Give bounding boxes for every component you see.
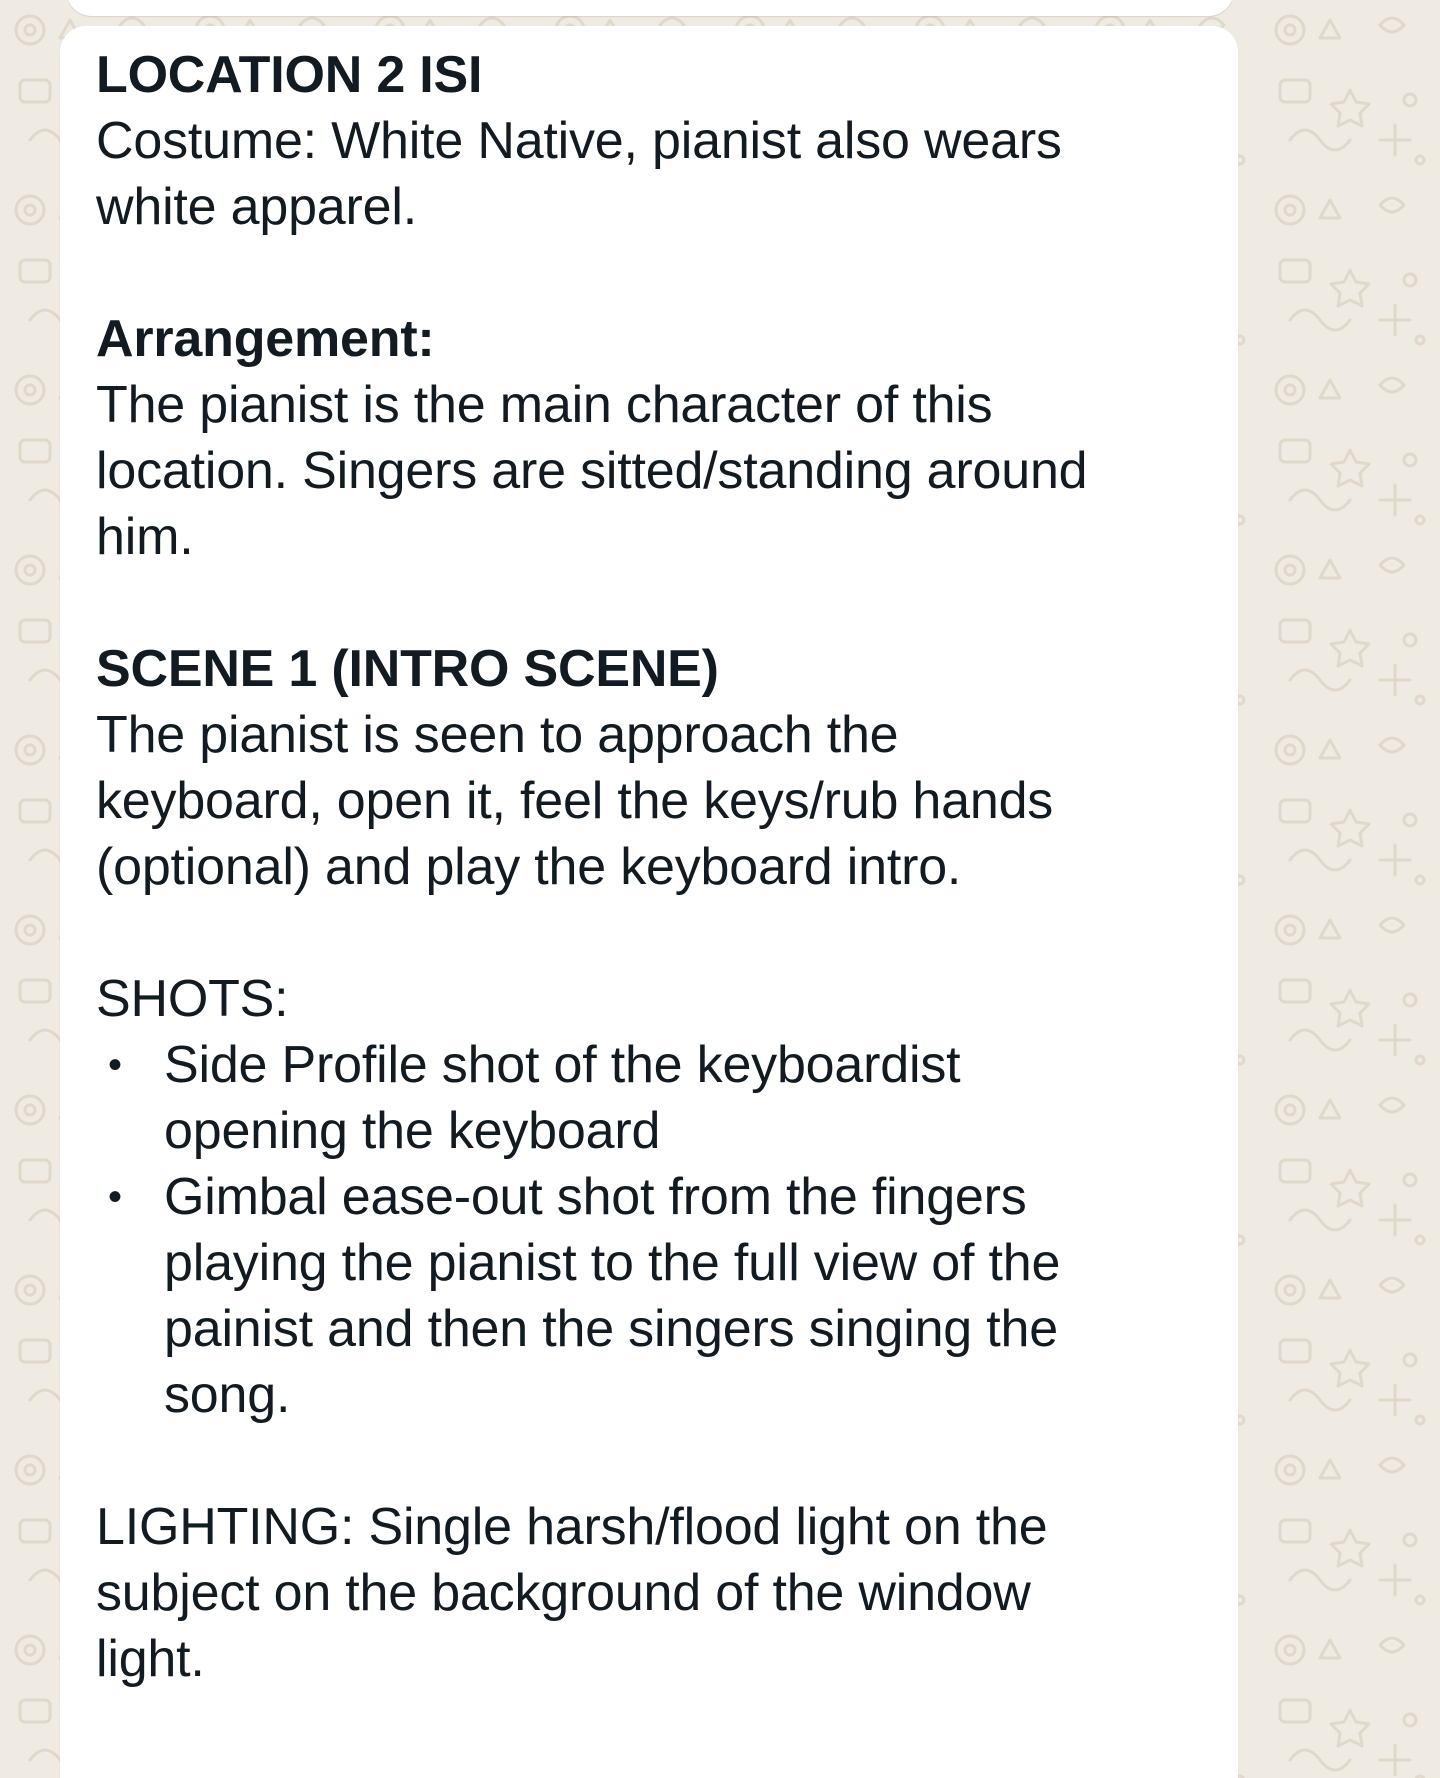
lighting-line: LIGHTING: Single harsh/flood light on the (96, 1498, 1048, 1556)
bullet-icon: • (108, 1175, 122, 1219)
costume-line: Costume: White Native, pianist also wears (96, 112, 1062, 170)
costume-line: white apparel. (96, 178, 417, 236)
previous-message-bubble[interactable] (66, 0, 1234, 16)
arrangement-line: location. Singers are sitted/standing around (96, 442, 1088, 500)
location-title: LOCATION 2 ISI (96, 46, 483, 104)
arrangement-line: him. (96, 508, 194, 566)
shots-heading: SHOTS: (96, 970, 289, 1028)
list-item (96, 1164, 1216, 1428)
shot-line: Gimbal ease-out shot from the fingers (164, 1168, 1027, 1226)
shot-line: song. (164, 1366, 291, 1424)
message-text (96, 42, 1216, 1692)
list-item (96, 1032, 1216, 1164)
shots-list (96, 1032, 1216, 1428)
shot-line: Side Profile shot of the keyboardist (164, 1036, 961, 1094)
scene-line: (optional) and play the keyboard intro. (96, 838, 962, 896)
lighting-text (96, 1494, 1216, 1692)
scene-line: The pianist is seen to approach the (96, 706, 899, 764)
arrangement-line: The pianist is the main character of this (96, 376, 993, 434)
shot-line: playing the pianist to the full view of the (164, 1234, 1061, 1292)
costume-text (96, 108, 1216, 240)
arrangement-text (96, 372, 1216, 570)
arrangement-heading: Arrangement: (96, 310, 435, 368)
bullet-icon: • (108, 1043, 122, 1087)
lighting-line: light. (96, 1630, 205, 1688)
shot-line: opening the keyboard (164, 1102, 661, 1160)
lighting-line: subject on the background of the window (96, 1564, 1031, 1622)
scene-text (96, 702, 1216, 900)
scene-line: keyboard, open it, feel the keys/rub hands (96, 772, 1054, 830)
shot-line: painist and then the singers singing the (164, 1300, 1058, 1358)
scene-heading: SCENE 1 (INTRO SCENE) (96, 640, 719, 698)
